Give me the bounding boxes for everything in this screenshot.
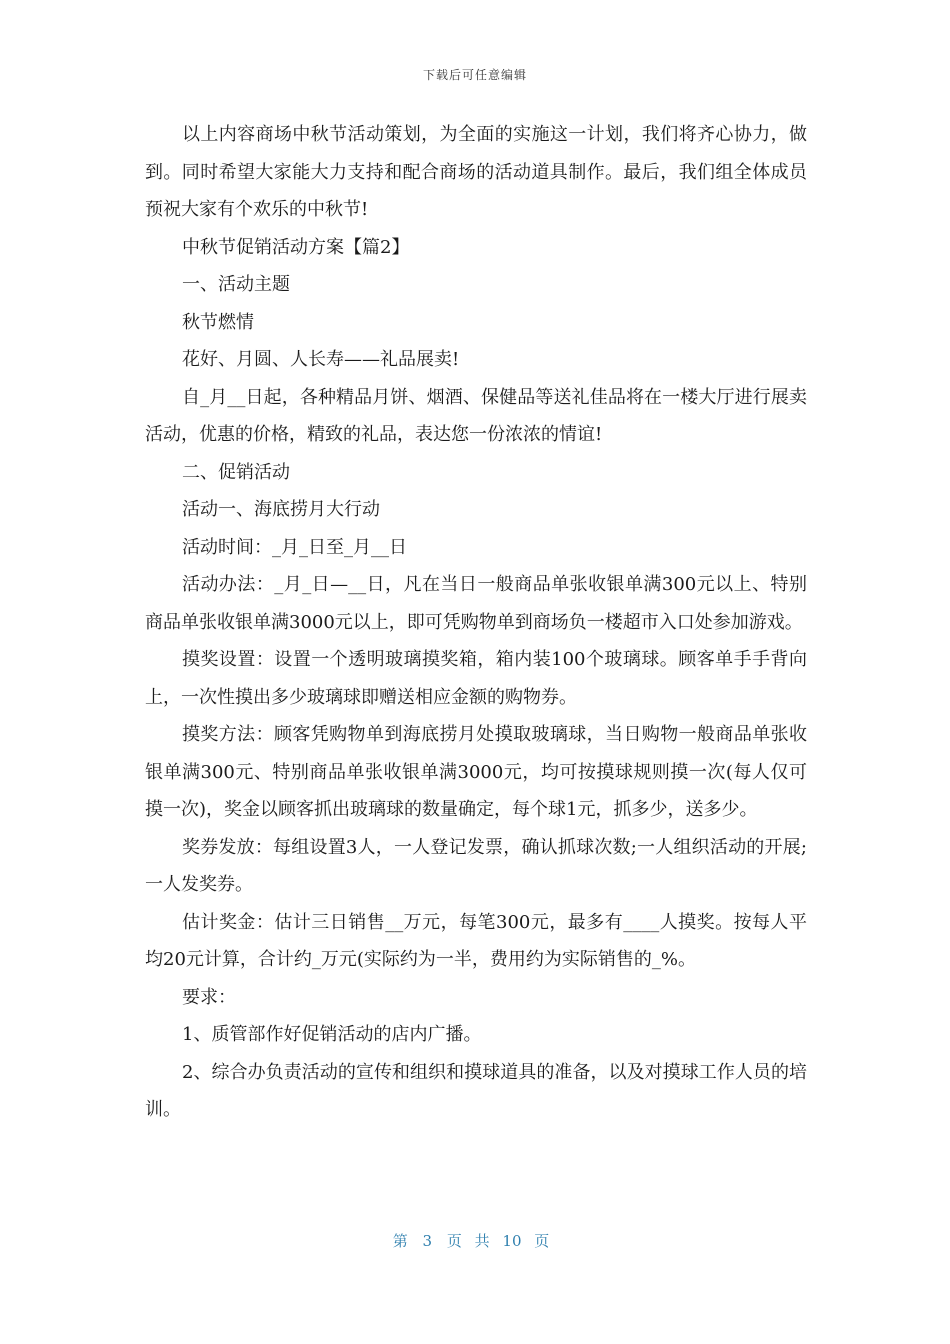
lottery-method: 摸奖方法：顾客凭购物单到海底捞月处摸取玻璃球，当日购物一般商品单张收银单满300元、特别商品单张收银单满3000元，均可按摸球规则摸一次(每人仅可摸一次)，奖金以顾客抓出玻璃球的数量确定，每个球1元，抓多少，送多少。: [145, 724, 807, 820]
activity-one-title: 活动一、海底捞月大行动: [182, 499, 380, 520]
theme-title: 秋节燃情: [182, 311, 254, 333]
activity-method: 活动办法：_月_日—__日，凡在当日一般商品单张收银单满300元以上、特别商品单张收银单满3000元以上，即可凭购物单到商场负一楼超市入口处参加游戏。: [145, 574, 807, 633]
page-number: 3: [422, 1232, 433, 1250]
theme-slogan: 花好、月圆、人长寿——礼品展卖!: [182, 349, 460, 370]
header-note: 下载后可任意编辑: [422, 68, 527, 82]
requirement-item: 2、综合办负责活动的宣传和组织和摸球道具的准备，以及对摸球工作人员的培训。: [145, 1061, 807, 1120]
estimated-prize: 估计奖金：估计三日销售__万元，每笔300元，最多有____人摸奖。按每人平均20元计算，合计约_万元(实际约为一半，费用约为实际销售的_%。: [145, 911, 807, 970]
page-footer: [0, 1230, 950, 1251]
total-pages: 10: [502, 1232, 522, 1250]
total-label: 共: [474, 1232, 490, 1250]
requirement-item: 1、质管部作好促销活动的店内广播。: [182, 1024, 482, 1045]
paragraph-exhibition: 自_月__日起，各种精品月饼、烟酒、保健品等送礼佳品将在一楼大厅进行展卖活动，优惠的价格，精致的礼品，表达您一份浓浓的情谊!: [145, 386, 807, 445]
document-body: [145, 116, 807, 1129]
paragraph-closing: 以上内容商场中秋节活动策划，为全面的实施这一计划，我们将齐心协力，做到。同时希望大家能大力支持和配合商场的活动道具制作。最后，我们组全体成员预祝大家有个欢乐的中秋节!: [145, 124, 807, 220]
activity-time: 活动时间：_月_日至_月__日: [182, 536, 407, 558]
page-label: 第: [392, 1232, 408, 1250]
total-suffix: 页: [534, 1232, 550, 1250]
heading-promotion: 二、促销活动: [182, 461, 290, 483]
voucher-distribution: 奖券发放：每组设置3人，一人登记发票，确认抓球次数;一人组织活动的开展;一人发奖券。: [145, 836, 807, 895]
section-title: 中秋节促销活动方案【篇2】: [182, 236, 410, 258]
heading-theme: 一、活动主题: [182, 274, 290, 295]
page-suffix: 页: [446, 1232, 462, 1250]
requirements-heading: 要求：: [182, 986, 236, 1008]
lottery-setup: 摸奖设置：设置一个透明玻璃摸奖箱，箱内装100个玻璃球。顾客单手手背向上，一次性摸出多少玻璃球即赠送相应金额的购物券。: [145, 649, 807, 708]
